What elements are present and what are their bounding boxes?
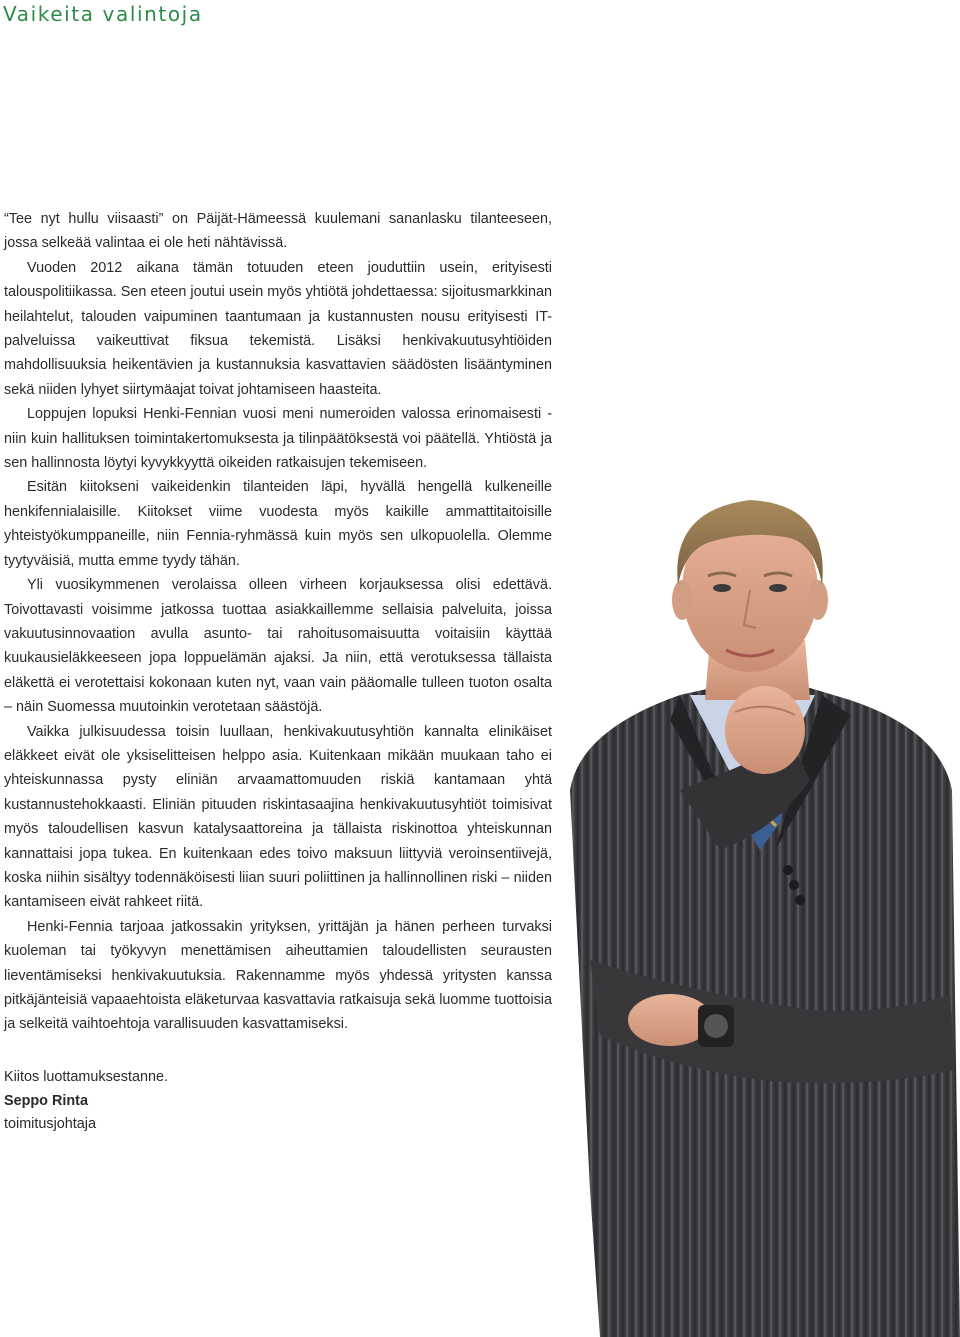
letter-paragraph-6: Vaikka julkisuudessa toisin luullaan, henkivakuutusyhtiön kannalta elinikäiset eläkkeet eivät ole yksiselitteisen helppo asia. Kuitenkaan mikään muukaan taho ei yhteiskunnassa pysty eliniän arvaamattomuuden riskiä kantamaan yhtä kustannustehokkaasti. Eliniän pituuden riskintasaajina henkivakuutusyhtiöt toimisivat myös taloudellisen kasvun katalysaattoreina ja tällaista riskinottoa yhteiskunnan kannattaisi jopa tukea. En kuitenkaan edes toivo maksuun liittyviä veroinsentiivejä, koska niihin sisältyy todennäköisesti liian suuri poliittinen ja hallinnollinen riski – niiden kantamiseen eivät rahkeet riitä. [4, 723, 552, 911]
signature-block [4, 1066, 168, 1137]
closing-thanks: Kiitos luottamuksestanne. [4, 1069, 168, 1085]
letter-paragraph-1: “Tee nyt hullu viisaasti” on Päijät-Hämeessä kuulemani sananlasku tilanteeseen, jossa selkeää valintaa ei ole heti nähtävissä. [4, 211, 552, 252]
signatory-role: toimitusjohtaja [4, 1116, 96, 1132]
letter-paragraph-5: Yli vuosikymmenen verolaissa olleen virheen korjauksessa olisi edettävä. Toivottavasti voisimme jatkossa tuottaa asiakkaillemme sellaisia palveluita, joissa vakuutusinnovaation avulla asunto- tai rahoitusomaisuutta voitaisiin käyttää kuukausieläkkeeseen jopa loppuelämän ajaksi. Ja niin, että verotuksessa tällaista eläkettä ei verotettaisi kokonaan kuten nyt, vaan vain pääomalle tulleen tuoton osalta – näin Suomessa muutoinkin verotetaan säästöjä. [4, 577, 552, 716]
letter-paragraph-4: Esitän kiitokseni vaikeidenkin tilanteiden läpi, hyvällä hengellä kulkeneille henkifennialaisille. Kiitokset viime vuodesta myös kaikille ammattitaitoisille yhteistyökumppaneille, niin Fennia-ryhmässä kuin myös sen ulkopuolella. Olemme tyytyväisiä, mutta emme tyydy tähän. [4, 479, 552, 569]
letter-body [4, 207, 552, 1037]
signatory-name: Seppo Rinta [4, 1092, 88, 1109]
page-title: Vaikeita valintoja [3, 2, 203, 26]
ceo-portrait [560, 490, 960, 1337]
letter-paragraph-7: Henki-Fennia tarjoaa jatkossakin yrityksen, yrittäjän ja hänen perheen turvaksi kuoleman tai työkyvyn menettämisen aiheuttamien taloudellisten seurausten lieventämiseksi henkivakuutuksia. Rakennamme myös yhdessä yritysten kanssa pitkäjänteisiä vapaaehtoista eläketurvaa kasvattavia ratkaisuja sekä luomme tuottoisia ja selkeitä vaihtoehtoja varallisuuden kasvattamiseksi. [4, 918, 552, 1033]
letter-paragraph-2: Vuoden 2012 aikana tämän totuuden eteen jouduttiin usein, erityisesti talouspolitiikassa. Sen eteen joutui usein myös yhtiötä johdettaessa: sijoitusmarkkinan heilahtelut, talouden vaipuminen taantumaan ja kustannusten nousu erityisesti IT-palveluissa vaikeuttivat fiksua tekemistä. Lisäksi henkivakuutusyhtiöiden mahdollisuuksia heikentävien ja kustannuksia kasvattavien säädösten lisääntyminen sekä niiden lyhyet siirtymäajat toivat johtamiseen haasteita. [4, 259, 552, 398]
letter-paragraph-3: Loppujen lopuksi Henki-Fennian vuosi meni numeroiden valossa erinomaisesti - niin kuin hallituksen toimintakertomuksesta ja tilinpäätöksestä voi päätellä. Yhtiöstä ja sen hallinnosta löytyi kyvykkyyttä oikeiden ratkaisujen tekemiseen. [4, 406, 552, 472]
